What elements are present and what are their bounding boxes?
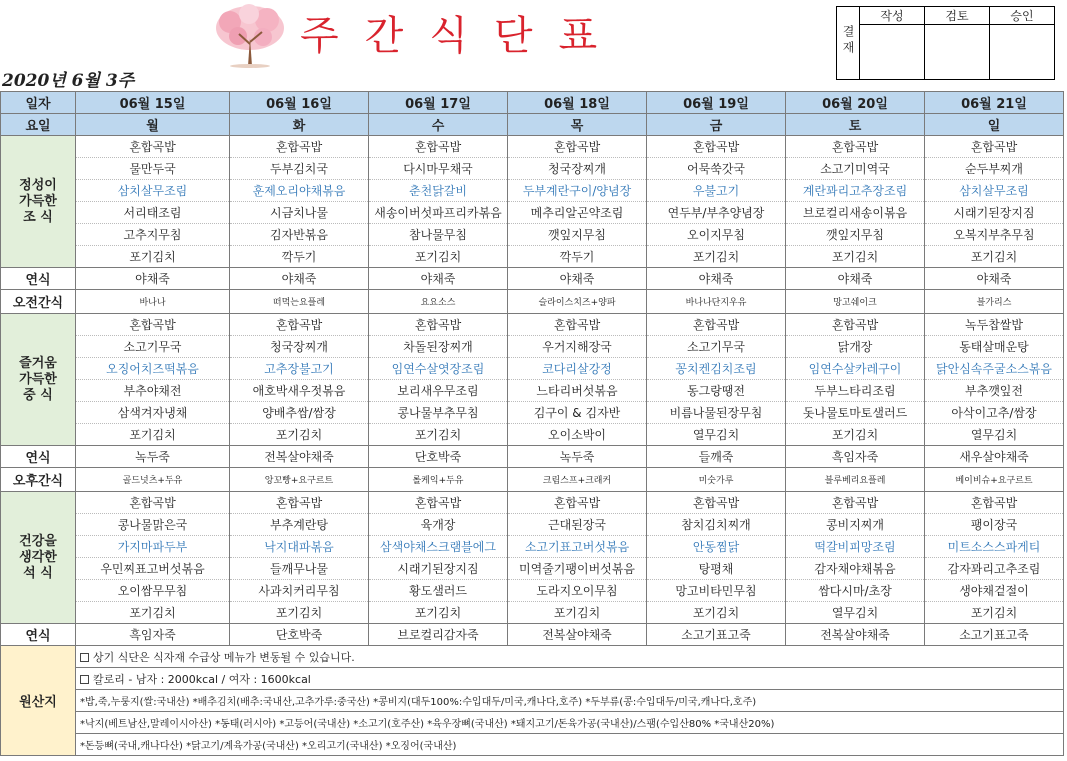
breakfast-porridge: 야채죽 — [647, 268, 786, 290]
pm-snack-item: 베이비슈+요구르트 — [925, 468, 1064, 492]
origin-note — [76, 712, 1064, 734]
lunch-dish: 혼합곡밥 — [230, 314, 369, 336]
lunch-dish: 오징어치즈떡볶음 — [76, 358, 230, 380]
breakfast-dish: 연두부/부추양념장 — [647, 202, 786, 224]
dinner-dish: 미역줄기팽이버섯볶음 — [508, 558, 647, 580]
lunch-dish: 두부느타리조림 — [786, 380, 925, 402]
breakfast-dish: 시래기된장지짐 — [925, 202, 1064, 224]
pm-snack-item: 크림스프+크래커 — [508, 468, 647, 492]
dinner-row — [1, 492, 1064, 514]
breakfast-dish: 깻잎지무침 — [786, 224, 925, 246]
breakfast-porridge: 야채죽 — [925, 268, 1064, 290]
pm-snack-item: 블루베리요플레 — [786, 468, 925, 492]
approval-sign-author[interactable] — [860, 25, 925, 80]
lunch-dish: 고추장불고기 — [230, 358, 369, 380]
breakfast-row — [1, 136, 1064, 158]
breakfast-dish: 시금치나물 — [230, 202, 369, 224]
breakfast-label: 정성이 가득한 조 식 — [1, 136, 76, 268]
lunch-porridge: 단호박죽 — [369, 446, 508, 468]
dinner-dish: 포기김치 — [647, 602, 786, 624]
day-cell: 일 — [925, 114, 1064, 136]
dinner-dish: 삼색야채스크램블에그 — [369, 536, 508, 558]
breakfast-porridge-row — [1, 268, 1064, 290]
dinner-dish: 포기김치 — [230, 602, 369, 624]
am-snack-item: 블가리스 — [925, 290, 1064, 314]
dinner-dish: 혼합곡밥 — [230, 492, 369, 514]
blossom-tree-icon — [205, 4, 295, 68]
day-row — [1, 114, 1064, 136]
lunch-dish: 녹두찹쌀밥 — [925, 314, 1064, 336]
pm-snack-item: 롤케익+두유 — [369, 468, 508, 492]
breakfast-dish: 브로컬리새송이볶음 — [786, 202, 925, 224]
dinner-dish: 혼합곡밥 — [508, 492, 647, 514]
dinner-label: 건강을 생각한 석 식 — [1, 492, 76, 624]
lunch-dish: 임연수살엿장조림 — [369, 358, 508, 380]
breakfast-dish: 삼치살무조림 — [925, 180, 1064, 202]
lunch-dish: 혼합곡밥 — [508, 314, 647, 336]
breakfast-dish: 깍두기 — [230, 246, 369, 268]
origin-row — [1, 712, 1064, 734]
am-snack-row — [1, 290, 1064, 314]
dinner-row — [1, 558, 1064, 580]
breakfast-dish: 훈제오리야채볶음 — [230, 180, 369, 202]
breakfast-dish: 삼치살무조림 — [76, 180, 230, 202]
breakfast-dish: 소고기미역국 — [786, 158, 925, 180]
lunch-dish: 임연수살카레구이 — [786, 358, 925, 380]
dinner-dish: 오이쌈무무침 — [76, 580, 230, 602]
dinner-porridge: 소고기표고죽 — [647, 624, 786, 646]
dinner-dish: 낙지대파볶음 — [230, 536, 369, 558]
dinner-dish: 소고기표고버섯볶음 — [508, 536, 647, 558]
lunch-porridge: 녹두죽 — [508, 446, 647, 468]
breakfast-porridge: 야채죽 — [230, 268, 369, 290]
origin-row — [1, 734, 1064, 756]
breakfast-dish: 포기김치 — [786, 246, 925, 268]
approval-col-review: 검토 — [925, 7, 990, 25]
lunch-dish: 오이소박이 — [508, 424, 647, 446]
lunch-porridge: 녹두죽 — [76, 446, 230, 468]
lunch-dish: 포기김치 — [230, 424, 369, 446]
lunch-row — [1, 314, 1064, 336]
dinner-dish: 탕평채 — [647, 558, 786, 580]
dinner-dish: 포기김치 — [76, 602, 230, 624]
pm-snack-label: 오후간식 — [1, 468, 76, 492]
origin-row — [1, 668, 1064, 690]
dinner-porridge: 소고기표고죽 — [925, 624, 1064, 646]
lunch-dish: 애호박새우젓볶음 — [230, 380, 369, 402]
breakfast-dish: 포기김치 — [76, 246, 230, 268]
origin-note-text: 칼로리 - 남자 : 2000kcal / 여자 : 1600kcal — [93, 672, 311, 686]
date-cell: 06월 19일 — [647, 92, 786, 114]
lunch-dish: 돗나물토마토샐러드 — [786, 402, 925, 424]
breakfast-dish: 혼합곡밥 — [647, 136, 786, 158]
lunch-dish: 코다리살강정 — [508, 358, 647, 380]
breakfast-dish: 깻잎지무침 — [508, 224, 647, 246]
am-snack-item: 슬라이스치즈+양파 — [508, 290, 647, 314]
breakfast-dish: 서리태조림 — [76, 202, 230, 224]
lunch-porridge: 흑임자죽 — [786, 446, 925, 468]
dinner-dish: 포기김치 — [508, 602, 647, 624]
dinner-dish: 육개장 — [369, 514, 508, 536]
breakfast-row — [1, 246, 1064, 268]
dinner-dish: 팽이장국 — [925, 514, 1064, 536]
origin-note — [76, 690, 1064, 712]
checkbox-square-icon — [80, 653, 89, 662]
lunch-dish: 청국장찌개 — [230, 336, 369, 358]
breakfast-dish: 두부계란구이/양념장 — [508, 180, 647, 202]
date-cell: 06월 18일 — [508, 92, 647, 114]
day-cell: 목 — [508, 114, 647, 136]
lunch-porridge: 전복살야채죽 — [230, 446, 369, 468]
lunch-dish: 혼합곡밥 — [647, 314, 786, 336]
lunch-dish: 닭안심속주굴소스볶음 — [925, 358, 1064, 380]
breakfast-dish: 참나물무침 — [369, 224, 508, 246]
breakfast-dish: 혼합곡밥 — [786, 136, 925, 158]
day-label: 요일 — [1, 114, 76, 136]
breakfast-dish: 포기김치 — [647, 246, 786, 268]
dinner-dish: 미트소스스파게티 — [925, 536, 1064, 558]
breakfast-dish: 혼합곡밥 — [76, 136, 230, 158]
lunch-dish: 포기김치 — [786, 424, 925, 446]
breakfast-dish: 오이지무침 — [647, 224, 786, 246]
date-cell: 06월 15일 — [76, 92, 230, 114]
origin-note-text: *돈등뼈(국내,캐나다산) *닭고기/계육가공(국내산) *오리고기(국내산) *오징어(국내산) — [80, 741, 457, 752]
pm-snack-item: 미숫가루 — [647, 468, 786, 492]
porridge-label: 연식 — [1, 446, 76, 468]
breakfast-dish: 혼합곡밥 — [230, 136, 369, 158]
breakfast-dish: 김자반볶음 — [230, 224, 369, 246]
day-cell: 금 — [647, 114, 786, 136]
breakfast-dish: 우불고기 — [647, 180, 786, 202]
origin-note — [76, 668, 1064, 690]
lunch-dish: 열무김치 — [647, 424, 786, 446]
pm-snack-item: 골드넛츠+두유 — [76, 468, 230, 492]
pm-snack-item: 앙꼬빵+요구르트 — [230, 468, 369, 492]
breakfast-dish: 혼합곡밥 — [369, 136, 508, 158]
dinner-porridge: 단호박죽 — [230, 624, 369, 646]
dinner-dish: 혼합곡밥 — [647, 492, 786, 514]
breakfast-dish: 새송이버섯파프리카볶음 — [369, 202, 508, 224]
lunch-porridge: 들깨죽 — [647, 446, 786, 468]
breakfast-dish: 두부김치국 — [230, 158, 369, 180]
lunch-dish: 부추야채전 — [76, 380, 230, 402]
approval-table — [836, 6, 1055, 80]
origin-row — [1, 690, 1064, 712]
origin-note-text: *밥,죽,누룽지(쌀:국내산) *배추김치(배추:국내산,고추가루:중국산) *콩비지(대두100%:수입대두/미국,캐나다,호주) *두부류(콩:수입대두/미국,캐나다,호주) — [80, 697, 757, 708]
dinner-dish: 시래기된장지짐 — [369, 558, 508, 580]
lunch-dish: 포기김치 — [369, 424, 508, 446]
dinner-dish: 혼합곡밥 — [369, 492, 508, 514]
lunch-label: 즐거움 가득한 중 식 — [1, 314, 76, 446]
lunch-dish: 양배추쌈/쌈장 — [230, 402, 369, 424]
lunch-dish: 비름나물된장무침 — [647, 402, 786, 424]
breakfast-dish: 순두부찌개 — [925, 158, 1064, 180]
dinner-dish: 떡갈비피망조림 — [786, 536, 925, 558]
lunch-dish: 동그랑땡전 — [647, 380, 786, 402]
breakfast-dish: 혼합곡밥 — [925, 136, 1064, 158]
day-cell: 토 — [786, 114, 925, 136]
lunch-dish: 혼합곡밥 — [76, 314, 230, 336]
breakfast-row — [1, 202, 1064, 224]
week-label: 2020년 6월 3주 — [2, 71, 135, 91]
breakfast-dish: 포기김치 — [925, 246, 1064, 268]
origin-row — [1, 646, 1064, 668]
breakfast-porridge: 야채죽 — [786, 268, 925, 290]
breakfast-dish: 어묵쑥갓국 — [647, 158, 786, 180]
breakfast-row — [1, 180, 1064, 202]
checkbox-square-icon — [80, 675, 89, 684]
dinner-dish: 포기김치 — [925, 602, 1064, 624]
lunch-dish: 우거지해장국 — [508, 336, 647, 358]
breakfast-dish: 고추지무침 — [76, 224, 230, 246]
breakfast-porridge: 야채죽 — [369, 268, 508, 290]
dinner-dish: 감자채야채볶음 — [786, 558, 925, 580]
date-cell: 06월 16일 — [230, 92, 369, 114]
dinner-row — [1, 602, 1064, 624]
lunch-dish: 콩나물부추무침 — [369, 402, 508, 424]
lunch-dish: 닭개장 — [786, 336, 925, 358]
am-snack-item: 바나나 — [76, 290, 230, 314]
page-title: 주간식단표 — [300, 13, 624, 59]
dinner-dish: 황도샐러드 — [369, 580, 508, 602]
approval-col-author: 작성 — [860, 7, 925, 25]
day-cell: 수 — [369, 114, 508, 136]
date-label: 일자 — [1, 92, 76, 114]
am-snack-item: 떠먹는요플레 — [230, 290, 369, 314]
lunch-row — [1, 380, 1064, 402]
breakfast-dish: 오복지부추무침 — [925, 224, 1064, 246]
dinner-porridge: 브로컬리감자죽 — [369, 624, 508, 646]
dinner-dish: 포기김치 — [369, 602, 508, 624]
lunch-dish: 느타리버섯볶음 — [508, 380, 647, 402]
dinner-porridge: 전복살야채죽 — [786, 624, 925, 646]
breakfast-dish: 계란꽈리고추장조림 — [786, 180, 925, 202]
dinner-dish: 혼합곡밥 — [786, 492, 925, 514]
breakfast-dish: 다시마무채국 — [369, 158, 508, 180]
origin-label: 원산지 — [1, 646, 76, 756]
approval-col-approve: 승인 — [990, 7, 1055, 25]
breakfast-dish: 깍두기 — [508, 246, 647, 268]
lunch-porridge: 새우살야채죽 — [925, 446, 1064, 468]
dinner-dish: 근대된장국 — [508, 514, 647, 536]
lunch-porridge-row — [1, 446, 1064, 468]
breakfast-dish: 포기김치 — [369, 246, 508, 268]
dinner-dish: 도라지오이무침 — [508, 580, 647, 602]
breakfast-row — [1, 158, 1064, 180]
lunch-dish: 동태살매운탕 — [925, 336, 1064, 358]
lunch-dish: 김구이 & 김자반 — [508, 402, 647, 424]
breakfast-row — [1, 224, 1064, 246]
dinner-dish: 가지마파두부 — [76, 536, 230, 558]
dinner-dish: 쌈다시마/초장 — [786, 580, 925, 602]
dinner-dish: 들깨무나물 — [230, 558, 369, 580]
am-snack-item: 망고쉐이크 — [786, 290, 925, 314]
lunch-dish: 부추깻잎전 — [925, 380, 1064, 402]
dinner-dish: 콩나물맑은국 — [76, 514, 230, 536]
am-snack-item: 요요소스 — [369, 290, 508, 314]
dinner-dish: 사과치커리무침 — [230, 580, 369, 602]
approval-side-label: 결재 — [837, 7, 860, 80]
lunch-dish: 혼합곡밥 — [786, 314, 925, 336]
dinner-row — [1, 580, 1064, 602]
dinner-porridge: 전복살야채죽 — [508, 624, 647, 646]
lunch-dish: 혼합곡밥 — [369, 314, 508, 336]
pm-snack-row — [1, 468, 1064, 492]
date-cell: 06월 20일 — [786, 92, 925, 114]
lunch-dish: 보리새우무조림 — [369, 380, 508, 402]
dinner-dish: 콩비지찌개 — [786, 514, 925, 536]
breakfast-dish: 물만두국 — [76, 158, 230, 180]
am-snack-label: 오전간식 — [1, 290, 76, 314]
breakfast-dish: 메추리알곤약조림 — [508, 202, 647, 224]
day-cell: 월 — [76, 114, 230, 136]
origin-note — [76, 646, 1064, 668]
origin-note-text: *낙지(베트남산,말레이시아산) *동태(러시아) *고등어(국내산) *소고기(호주산) *육우장뼈(국내산) *돼지고기/돈육가공(국내산)/스팸(수입산80% *국내산20%) — [80, 719, 775, 730]
breakfast-porridge: 야채죽 — [508, 268, 647, 290]
porridge-label: 연식 — [1, 624, 76, 646]
dinner-dish: 안동찜닭 — [647, 536, 786, 558]
lunch-dish: 열무김치 — [925, 424, 1064, 446]
date-cell: 06월 17일 — [369, 92, 508, 114]
lunch-dish: 소고기무국 — [76, 336, 230, 358]
lunch-dish: 차돌된장찌개 — [369, 336, 508, 358]
date-row — [1, 92, 1064, 114]
day-cell: 화 — [230, 114, 369, 136]
origin-note-text: 상기 식단은 식자재 수급상 메뉴가 변동될 수 있습니다. — [93, 650, 355, 664]
lunch-row — [1, 424, 1064, 446]
dinner-dish: 감자꽈리고추조림 — [925, 558, 1064, 580]
lunch-dish: 삼색겨자냉채 — [76, 402, 230, 424]
dinner-porridge-row — [1, 624, 1064, 646]
am-snack-item: 바나나단지우유 — [647, 290, 786, 314]
dinner-dish: 망고비타민무침 — [647, 580, 786, 602]
dinner-porridge: 흑임자죽 — [76, 624, 230, 646]
dinner-row — [1, 536, 1064, 558]
lunch-dish: 아삭이고추/쌈장 — [925, 402, 1064, 424]
dinner-row — [1, 514, 1064, 536]
dinner-dish: 혼합곡밥 — [76, 492, 230, 514]
lunch-row — [1, 336, 1064, 358]
approval-sign-review[interactable] — [925, 25, 990, 80]
dinner-dish: 참치김치찌개 — [647, 514, 786, 536]
breakfast-porridge: 야채죽 — [76, 268, 230, 290]
lunch-dish: 꽁치켄김치조림 — [647, 358, 786, 380]
lunch-dish: 소고기무국 — [647, 336, 786, 358]
breakfast-dish: 혼합곡밥 — [508, 136, 647, 158]
origin-note — [76, 734, 1064, 756]
lunch-row — [1, 358, 1064, 380]
menu-table — [0, 91, 1064, 756]
lunch-dish: 포기김치 — [76, 424, 230, 446]
lunch-row — [1, 402, 1064, 424]
dinner-dish: 혼합곡밥 — [925, 492, 1064, 514]
porridge-label: 연식 — [1, 268, 76, 290]
dinner-dish: 열무김치 — [786, 602, 925, 624]
dinner-dish: 우민찌표고버섯볶음 — [76, 558, 230, 580]
dinner-dish: 생야채겉절이 — [925, 580, 1064, 602]
breakfast-dish: 청국장찌개 — [508, 158, 647, 180]
dinner-dish: 부추계란탕 — [230, 514, 369, 536]
date-cell: 06월 21일 — [925, 92, 1064, 114]
breakfast-dish: 춘천닭갈비 — [369, 180, 508, 202]
approval-sign-approve[interactable] — [990, 25, 1055, 80]
